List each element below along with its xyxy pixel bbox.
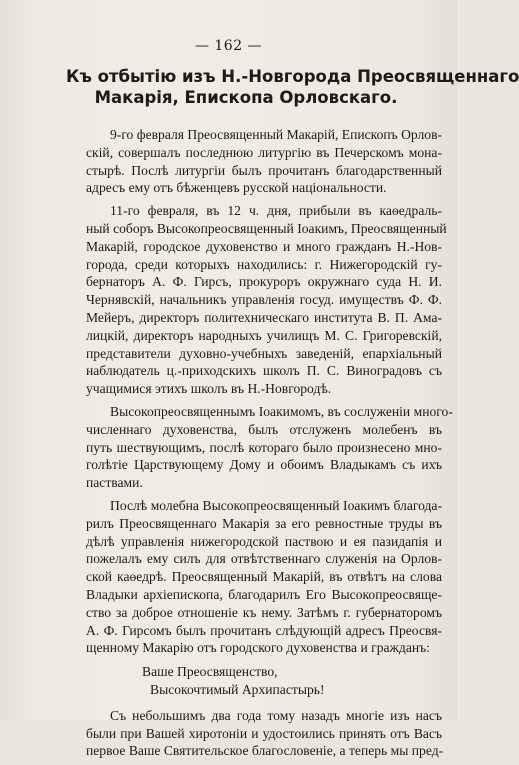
paragraph (86, 707, 442, 760)
text-line: бернаторъ А. Ф. Гирсъ, прокуроръ окружнаго суда Н. И. (86, 274, 442, 290)
paragraph (86, 126, 442, 197)
text-line: ный соборъ Высокопреосвященный Іоакимъ, Преосвященный (86, 220, 447, 236)
text-line: ство за доброе отношеніе къ нему. Затѣмъ г. губернаторомъ (86, 604, 442, 620)
text-line: Владыки архіепископа, благодарилъ Его Высокопреосвяще- (86, 586, 442, 602)
text-line: адресъ ему отъ бѣженцевъ русской національности. (86, 180, 387, 196)
salutation-line: Ваше Преосвященство, (142, 664, 278, 680)
paragraph (86, 403, 453, 492)
text-line: Чернявскій, начальникъ управленія госуд. имуществъ Ф. Ф. (86, 292, 442, 308)
text-line: щенному Макарію отъ городского духовенства и гражданъ: (86, 640, 430, 656)
text-line: 9-го февраля Преосвященный Макарій, Епископъ Орлов- (110, 127, 443, 142)
text-line: лицкій, директоръ народныхъ училищъ М. С. Григоревскій, (86, 327, 442, 343)
text-line: пожелалъ ему силъ для отвѣтственнаго служенія на Орлов- (86, 551, 442, 567)
text-line: наблюдатель ц.-приходскихъ школъ П. С. Виноградовъ съ (86, 363, 442, 379)
text-line: Съ небольшимъ два года тому назадъ многіе изъ насъ (110, 707, 442, 723)
text-line: путь шествующимъ, послѣ котораго было произнесено мно- (86, 439, 442, 455)
text-line: рилъ Преосвященнаго Макарія за его ревностные труды въ (86, 515, 442, 531)
text-line: голѣтіе Царствующему Дому и обоимъ Владыкамъ съ ихъ (86, 457, 442, 473)
salutation-line: Высокочтимый Архипастырь! (150, 681, 325, 697)
title-line: Макарія, Епископа Орловскаго. (94, 88, 398, 107)
text-line: Мейеръ, директоръ политехническаго института В. П. Ама- (86, 309, 442, 325)
text-line: первое Ваше Святительское благословеніе, а теперь мы пред- (86, 743, 444, 759)
text-line: представители духовно-учебныхъ заведеній, епархіальный (86, 345, 442, 361)
text-line: Послѣ молебна Высокопреосвященный Іоакимъ благода- (110, 497, 442, 513)
text-line: паствами. (86, 475, 143, 491)
text-line: были при Вашей хиротоніи и удостоились принять отъ Васъ (86, 725, 442, 741)
paragraph (86, 497, 442, 657)
text-line: города, среди которыхъ находились: г. Нижегородскій гу- (86, 256, 442, 272)
title-line: Къ отбытію изъ Н.-Новгорода Преосвященнаго (66, 67, 519, 86)
text-line: стырѣ. Послѣ литургіи былъ прочитанъ благодарственный (86, 162, 442, 178)
text-line: Макарій, городское духовенство и много гражданъ Н.-Нов- (86, 238, 442, 254)
text-line: дѣлѣ управленія нижегородской паствою и ея пазидапія и (86, 533, 442, 549)
address-salutation (86, 663, 442, 699)
paragraph (86, 202, 447, 398)
text-line: численнаго духовенства, былъ отслуженъ молебенъ въ (86, 421, 442, 437)
article-title (66, 66, 519, 108)
text-line: скій, совершалъ последнюю литургію въ Печерскомъ мона- (86, 144, 442, 160)
page-number: — 162 — (194, 38, 263, 54)
text-line: Высокопреосвященнымъ Іоакимомъ, въ сослуженіи много- (110, 403, 453, 419)
article-body (86, 126, 453, 765)
text-line: учащимися этихъ школъ въ Н.-Новгородѣ. (86, 381, 332, 397)
text-line: А. Ф. Гирсомъ былъ прочитанъ слѣдующій адресъ Преосвя- (86, 622, 442, 638)
text-line: ской каѳедрѣ. Преосвященный Макарій, въ отвѣтъ на слова (86, 569, 442, 585)
text-line: 11-го февраля, въ 12 ч. дня, прибыли въ каѳедраль- (110, 203, 442, 219)
